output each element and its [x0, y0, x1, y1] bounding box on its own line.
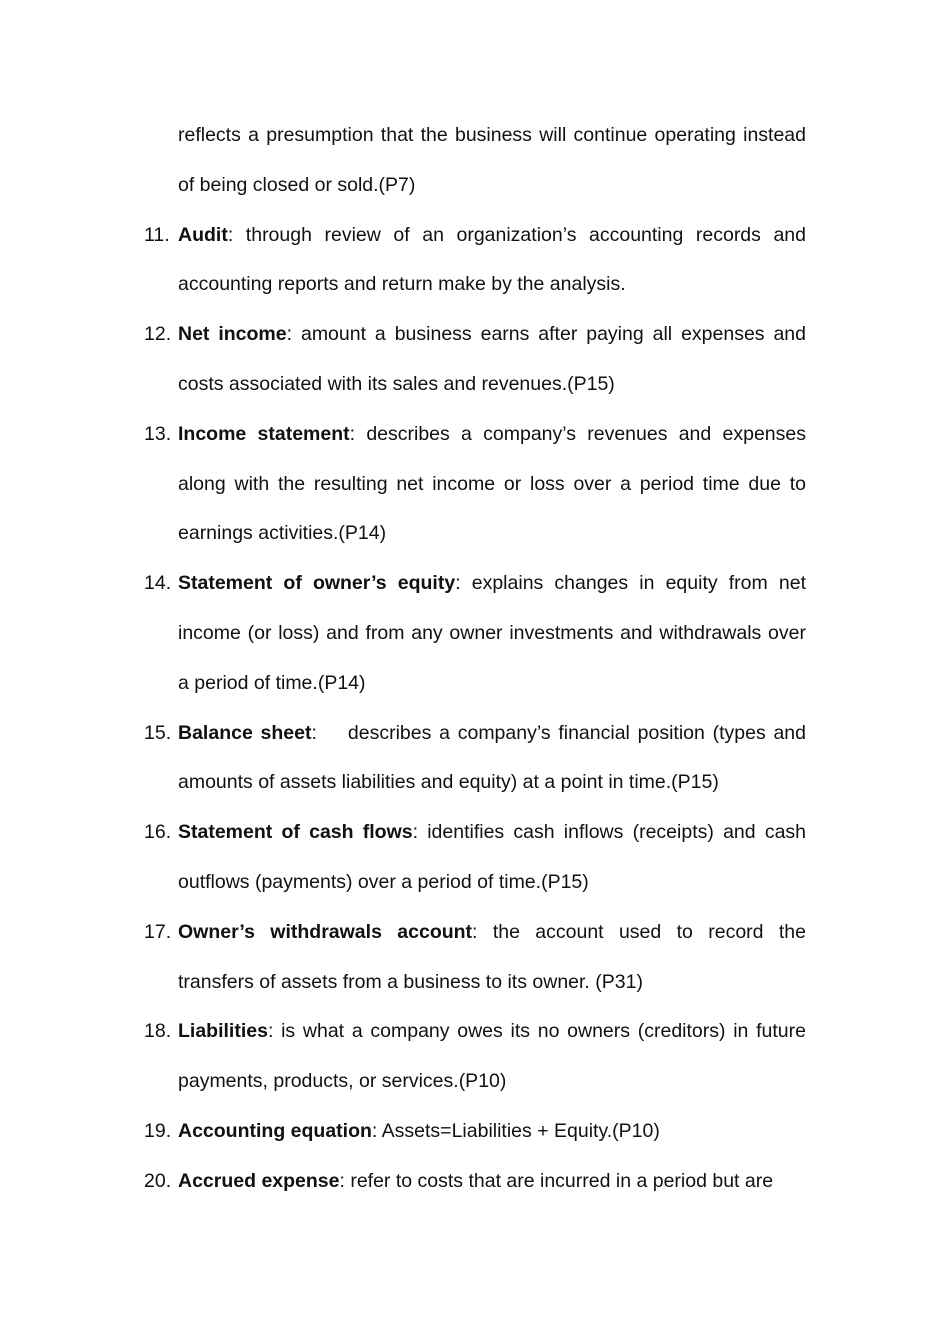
item-number: 12. — [144, 323, 172, 346]
definition: : is what a company owes its no owners (creditors) in future payments, products, or services.(P10) — [178, 1020, 806, 1093]
item-text — [178, 310, 806, 410]
term: Audit — [178, 223, 228, 246]
list-item — [144, 310, 806, 410]
item-number: 19. — [144, 1119, 172, 1142]
term: Statement of owner’s equity — [178, 572, 456, 595]
list-item — [144, 808, 806, 908]
definition: : identifies cash inflows (receipts) and cash outflows (payments) over a period of time.(P15) — [178, 821, 807, 893]
item-number: 17. — [144, 920, 172, 943]
definition: : refer to costs that are incurred in a period but are — [339, 1169, 774, 1192]
item-text — [178, 709, 812, 809]
item-text — [178, 559, 806, 708]
term: Accrued expense — [178, 1169, 340, 1192]
list-item — [144, 211, 806, 311]
term: Statement of cash flows — [178, 821, 413, 844]
item-text — [178, 211, 806, 311]
continued-paragraph: reflects a presumption that the business will continue operating instead of being closed or sold.(P7) — [178, 124, 806, 196]
term: Income statement — [178, 422, 350, 445]
item-number: 20. — [144, 1169, 172, 1192]
list-item — [144, 1007, 806, 1107]
item-number: 18. — [144, 1020, 172, 1043]
item-text — [178, 410, 806, 559]
definition: : describes a company’s financial position (types and amounts of assets liabilities and equity) at a point in time.(P15) — [178, 721, 812, 794]
item-text — [178, 808, 806, 908]
item-text — [178, 1107, 806, 1157]
item-number: 14. — [144, 572, 172, 595]
term: Accounting equation — [178, 1119, 372, 1142]
definition: : through review of an organization’s accounting records and accounting reports and return make by the analysis. — [178, 223, 806, 296]
definition: : amount a business earns after paying all expenses and costs associated with its sales and revenues.(P15) — [178, 323, 806, 395]
definition: : Assets=Liabilities + Equity.(P10) — [371, 1119, 660, 1142]
definition: : describes a company’s revenues and expenses along with the resulting net income or loss over a period time due to earnings activities.(P14) — [178, 422, 806, 545]
list-item — [144, 709, 812, 809]
term: Balance sheet — [178, 721, 312, 744]
list-item — [144, 1157, 806, 1207]
item-number: 16. — [144, 821, 172, 844]
item-number: 15. — [144, 721, 172, 744]
glossary-text — [144, 111, 812, 1207]
item-text — [178, 1157, 806, 1207]
term: Liabilities — [178, 1020, 268, 1043]
definition: : the account used to record the transfers of assets from a business to its owner. (P31) — [178, 920, 806, 993]
item-text — [178, 908, 806, 1008]
list-item — [144, 908, 806, 1008]
term: Owner’s withdrawals account — [178, 920, 473, 943]
definition: : explains changes in equity from net income (or loss) and from any owner investments and withdrawals over a period of time.(P14) — [178, 572, 806, 694]
item-text — [178, 1007, 806, 1107]
item-number: 13. — [144, 422, 172, 445]
list-item — [144, 410, 806, 559]
list-item — [144, 559, 806, 708]
term: Net income — [178, 323, 287, 346]
item-number: 11. — [144, 223, 170, 246]
list-item — [144, 1107, 806, 1157]
